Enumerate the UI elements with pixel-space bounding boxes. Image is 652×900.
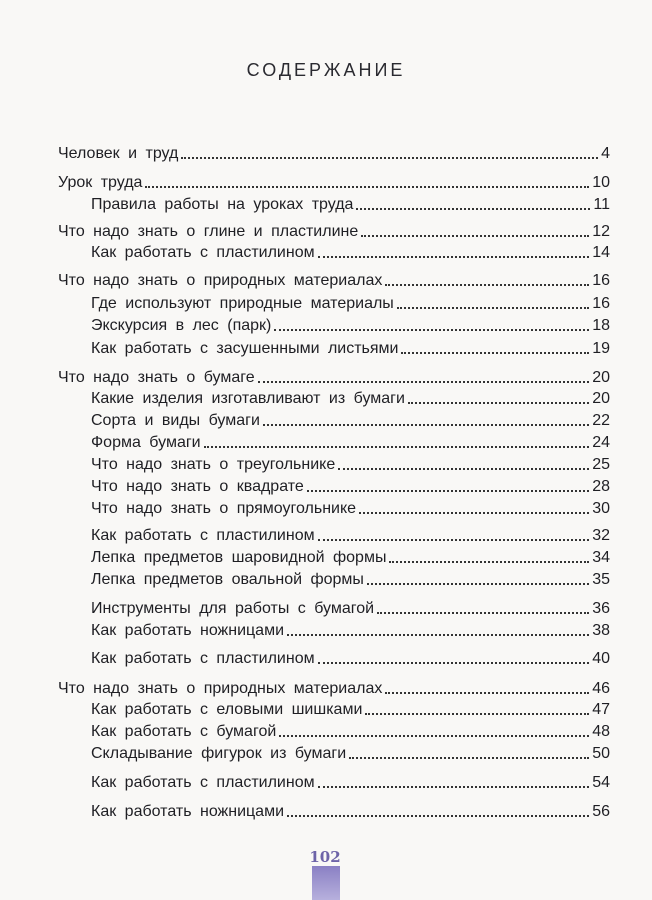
toc-entry-label: Как работать с еловыми шишками (91, 701, 363, 718)
toc-entry[interactable] (91, 744, 610, 764)
toc-entry[interactable] (91, 570, 610, 590)
dot-leader (307, 490, 589, 492)
toc-entry-label: Что надо знать о треугольнике (91, 456, 336, 473)
toc-entry-label: Сорта и виды бумаги (91, 412, 260, 429)
toc-entry[interactable] (91, 599, 610, 619)
dot-leader (359, 512, 589, 514)
toc-entry[interactable] (58, 368, 610, 388)
dot-leader (318, 786, 590, 788)
toc-entry-label: Как работать ножницами (91, 803, 285, 820)
dot-leader (389, 561, 589, 563)
toc-entry-page: 34 (592, 549, 610, 566)
toc-entry-label: Экскурсия в лес (парк) (91, 317, 272, 334)
toc-entry-label: Лепка предметов шаровидной формы (91, 549, 387, 566)
toc-entry-label: Что надо знать о прямоугольнике (91, 500, 357, 517)
toc-entry[interactable] (91, 802, 610, 822)
page-title: СОДЕРЖАНИЕ (246, 60, 406, 80)
toc-entry-page: 16 (592, 295, 610, 312)
toc-entry-label: Форма бумаги (91, 434, 201, 451)
toc-entry[interactable] (91, 316, 610, 336)
toc-entry-label: Урок труда (58, 174, 143, 191)
toc-entry-page: 35 (592, 571, 610, 588)
dot-leader (365, 713, 589, 715)
toc-entry-label: Как работать с бумагой (91, 723, 277, 740)
toc-entry[interactable] (91, 548, 610, 568)
toc-entry-page: 48 (592, 723, 610, 740)
toc-entry-label: Что надо знать о квадрате (91, 478, 304, 495)
toc-entry[interactable] (91, 477, 610, 497)
toc-entry[interactable] (91, 243, 610, 263)
dot-leader (318, 256, 590, 258)
toc-entry-page: 36 (592, 600, 610, 617)
dot-leader (279, 735, 589, 737)
toc-entry[interactable] (58, 222, 610, 242)
dot-leader (258, 381, 590, 383)
toc-entry[interactable] (91, 411, 610, 431)
toc-entry-label: Как работать с засушенными листьями (91, 340, 399, 357)
toc-entry[interactable] (91, 649, 610, 669)
toc-entry-label: Где используют природные материалы (91, 295, 394, 312)
toc-entry[interactable] (91, 339, 610, 359)
toc-entry-page: 12 (592, 223, 610, 240)
toc-entry-page: 54 (592, 774, 610, 791)
toc-entry-label: Что надо знать о природных материалах (58, 272, 383, 289)
dot-leader (356, 208, 590, 210)
toc-entry-label: Как работать с пластилином (91, 774, 315, 791)
toc-entry-label: Как работать ножницами (91, 622, 285, 639)
dot-leader (349, 757, 589, 759)
toc-entry-page: 30 (592, 500, 610, 517)
dot-leader (338, 468, 589, 470)
toc-entry-page: 10 (592, 174, 610, 191)
toc-entry-label: Складывание фигурок из бумаги (91, 745, 347, 762)
toc-entry-page: 22 (592, 412, 610, 429)
toc-entry[interactable] (91, 722, 610, 742)
toc-entry-page: 32 (592, 527, 610, 544)
dot-leader (287, 815, 589, 817)
toc-entry[interactable] (58, 679, 610, 699)
toc-entry-page: 38 (592, 622, 610, 639)
page-tab-decoration (312, 866, 340, 900)
dot-leader (401, 352, 589, 354)
toc-entry-page: 16 (592, 272, 610, 289)
toc-entry[interactable] (91, 455, 610, 475)
toc-entry-page: 20 (592, 390, 610, 407)
toc-entry-label: Что надо знать о бумаге (58, 369, 255, 386)
toc-entry-page: 56 (592, 803, 610, 820)
toc-entry[interactable] (91, 294, 610, 314)
dot-leader (204, 446, 590, 448)
toc-entry-page: 47 (592, 701, 610, 718)
toc-entry-label: Какие изделия изготавливают из бумаги (91, 390, 405, 407)
dot-leader (385, 692, 589, 694)
toc-entry[interactable] (91, 499, 610, 519)
toc-entry-page: 46 (592, 680, 610, 697)
dot-leader (361, 235, 589, 237)
toc-entry-label: Правила работы на уроках труда (91, 196, 354, 213)
toc-entry[interactable] (91, 195, 610, 215)
toc-entry-page: 20 (592, 369, 610, 386)
toc-entry-page: 14 (592, 244, 610, 261)
dot-leader (274, 329, 589, 331)
toc-entry[interactable] (58, 173, 610, 193)
toc-entry-page: 11 (593, 196, 610, 213)
toc-entry-page: 24 (592, 434, 610, 451)
page-number: 102 (309, 848, 341, 866)
toc-entry-label: Как работать с пластилином (91, 244, 315, 261)
dot-leader (181, 157, 598, 159)
toc-entry-label: Что надо знать о природных материалах (58, 680, 383, 697)
toc-entry[interactable] (91, 700, 610, 720)
toc-entry-page: 19 (592, 340, 610, 357)
toc-entry-page: 50 (592, 745, 610, 762)
toc-entry[interactable] (91, 526, 610, 546)
dot-leader (385, 284, 589, 286)
toc-entry[interactable] (58, 144, 610, 164)
dot-leader (263, 424, 589, 426)
toc-entry-label: Как работать с пластилином (91, 527, 315, 544)
toc-entry-label: Что надо знать о глине и пластилине (58, 223, 359, 240)
dot-leader (145, 186, 589, 188)
dot-leader (287, 634, 589, 636)
dot-leader (367, 583, 589, 585)
toc-entry[interactable] (91, 433, 610, 453)
dot-leader (408, 402, 589, 404)
toc-entry[interactable] (91, 621, 610, 641)
toc-entry-page: 18 (592, 317, 610, 334)
toc-entry-page: 4 (601, 145, 610, 162)
dot-leader (318, 539, 590, 541)
dot-leader (397, 307, 589, 309)
dot-leader (318, 662, 590, 664)
toc-entry-label: Как работать с пластилином (91, 650, 315, 667)
toc-entry-label: Человек и труд (58, 145, 179, 162)
toc-entry[interactable] (91, 773, 610, 793)
toc-entry-label: Лепка предметов овальной формы (91, 571, 364, 588)
dot-leader (377, 612, 589, 614)
toc-entry-label: Инструменты для работы с бумагой (91, 600, 375, 617)
toc-entry-page: 40 (592, 650, 610, 667)
toc-entry-page: 28 (592, 478, 610, 495)
toc-entry-page: 25 (592, 456, 610, 473)
toc-entry[interactable] (91, 389, 610, 409)
toc-entry[interactable] (58, 271, 610, 291)
